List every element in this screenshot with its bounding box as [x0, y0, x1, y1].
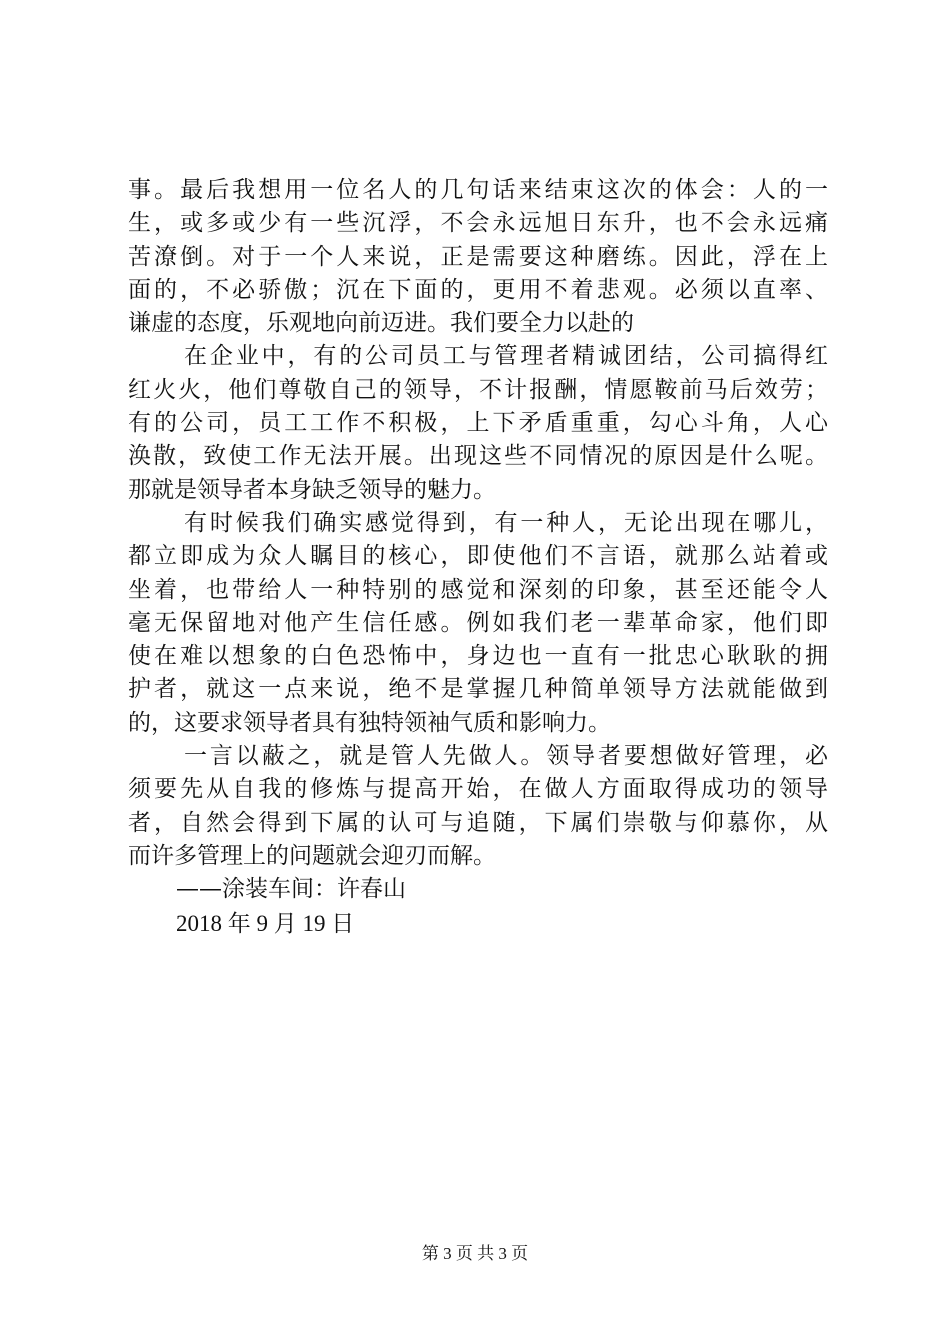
text-line: 使在难以想象的白色恐怖中，身边也一直有一批忠心耿耿的拥	[128, 643, 828, 670]
document-date: 2018 年 9 月 19 日	[176, 910, 355, 936]
text-line: 护者，就这一点来说，绝不是掌握几种简单领导方法就能做到	[128, 676, 828, 703]
paragraph-first-line: 一言以蔽之，就是管人先做人。领导者要想做好管理，必	[184, 743, 828, 770]
paragraph-first-line: 有时候我们确实感觉得到，有一种人，无论出现在哪儿，	[184, 509, 828, 536]
text-line: 的，这要求领导者具有独特领袖气质和影响力。	[128, 709, 611, 736]
text-line: 事。最后我想用一位名人的几句话来结束这次的体会：人的一	[128, 177, 828, 203]
text-line: 者，自然会得到下属的认可与追随，下属们崇敬与仰慕你，从	[128, 809, 828, 836]
signature: ——涂装车间：许春山	[176, 876, 406, 903]
text-line: 生，或多或少有一些沉浮，不会永远旭日东升，也不会永远痛	[128, 210, 828, 237]
text-line: 须要先从自我的修炼与提高开始，在做人方面取得成功的领导	[128, 776, 828, 803]
text-line: 涣散，致使工作无法开展。出现这些不同情况的原因是什么呢。	[128, 443, 828, 470]
text-line: 面的，不必骄傲；沉在下面的，更用不着悲观。必须以直率、	[128, 276, 828, 303]
page-number-footer: 第 3 页 共 3 页	[421, 1244, 529, 1263]
text-line: 那就是领导者本身缺乏领导的魅力。	[128, 476, 496, 503]
text-line: 有的公司，员工工作不积极，上下矛盾重重，勾心斗角，人心	[128, 410, 828, 437]
text-line: 毫无保留地对他产生信任感。例如我们老一辈革命家，他们即	[128, 609, 828, 636]
text-line: 红火火，他们尊敬自己的领导，不计报酬，情愿鞍前马后效劳；	[128, 376, 828, 403]
text-line: 而许多管理上的问题就会迎刃而解。	[128, 842, 496, 869]
document-body	[128, 174, 828, 940]
text-line: 都立即成为众人瞩目的核心，即使他们不言语，就那么站着或	[128, 543, 828, 570]
text-line: 坐着，也带给人一种特别的感觉和深刻的印象，甚至还能令人	[128, 576, 828, 603]
text-line: 谦虚的态度，乐观地向前迈进。我们要全力以赴的	[128, 310, 634, 337]
text-line: 苦潦倒。对于一个人来说，正是需要这种磨练。因此，浮在上	[128, 243, 828, 270]
paragraph-first-line: 在企业中，有的公司员工与管理者精诚团结，公司搞得红	[184, 343, 828, 370]
